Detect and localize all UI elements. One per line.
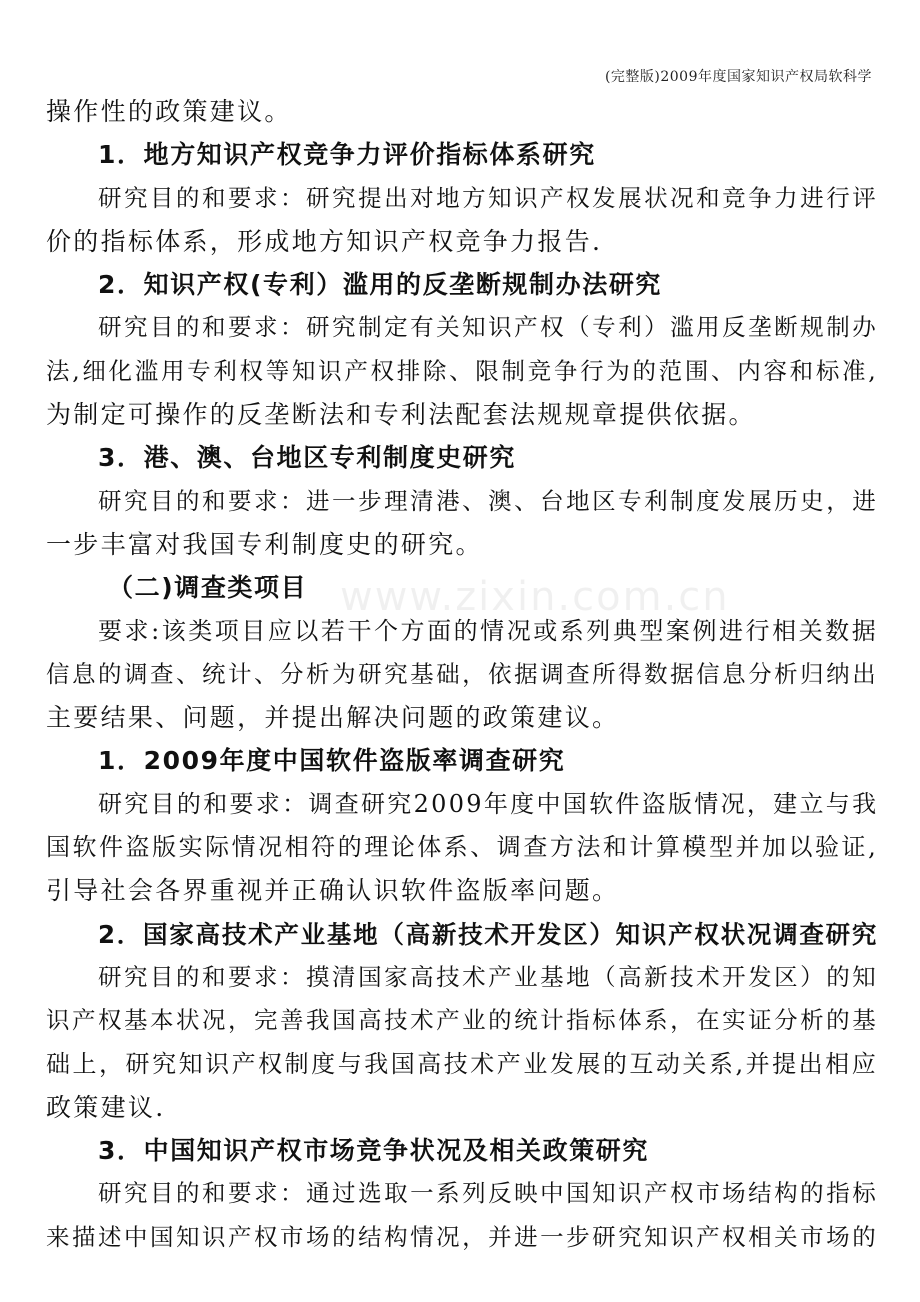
section-heading: 1．地方知识产权竞争力评价指标体系研究: [98, 140, 596, 170]
paragraph-line: 研究目的和要求：研究提出对地方知识产权发展状况和竞争力进行评: [98, 183, 878, 212]
paragraph-line: 要求:该类项目应以若干个方面的情况或系列典型案例进行相关数据: [98, 616, 878, 645]
paragraph-line: 法,细化滥用专利权等知识产权排除、限制竞争行为的范围、内容和标准,: [46, 356, 878, 385]
section-heading: 3．港、澳、台地区专利制度史研究: [98, 443, 516, 473]
paragraph-line: 研究目的和要求：通过选取一系列反映中国知识产权市场结构的指标: [98, 1179, 878, 1208]
paragraph-line: 政策建议.: [46, 1092, 166, 1122]
document-body: [46, 90, 878, 1259]
paragraph-line: 价的指标体系，形成地方知识产权竞争力报告.: [46, 226, 603, 256]
watermark: www.zixin.com.cn: [340, 574, 730, 620]
paragraph-line: 研究目的和要求：调查研究2009年度中国软件盗版情况，建立与我: [98, 789, 879, 818]
section-heading: 3．中国知识产权市场竞争状况及相关政策研究: [98, 1136, 649, 1166]
paragraph-line: 础上，研究知识产权制度与我国高技术产业发展的互动关系,并提出相应: [46, 1049, 878, 1078]
paragraph-line: 操作性的政策建议。: [46, 97, 292, 126]
paragraph-line: 研究目的和要求：进一步理清港、澳、台地区专利制度发展历史，进: [98, 486, 878, 515]
section-heading: 2．知识产权(专利）滥用的反垄断规制办法研究: [98, 270, 663, 300]
paragraph-line: 国软件盗版实际情况相符的理论体系、调查方法和计算模型并加以验证,: [46, 833, 878, 862]
paragraph-line: 来描述中国知识产权市场的结构情况，并进一步研究知识产权相关市场的: [46, 1222, 878, 1251]
paragraph-line: 一步丰富对我国专利制度史的研究。: [46, 529, 483, 559]
paragraph-line: 主要结果、问题，并提出解决问题的政策建议。: [46, 703, 620, 733]
paragraph-line: 引导社会各界重视并正确认识软件盗版率问题。: [46, 876, 620, 906]
paragraph-line: 为制定可操作的反垄断法和专利法配套法规规章提供依据。: [46, 400, 756, 430]
section-heading: 1．2009年度中国软件盗版率调查研究: [98, 746, 566, 776]
page-header: (完整版)2009年度国家知识产权局软科学: [604, 69, 872, 85]
paragraph-line: 识产权基本状况，完善我国高技术产业的统计指标体系，在实证分析的基: [46, 1006, 878, 1035]
category-heading: （二)调查类项目: [108, 573, 308, 603]
paragraph-line: 研究目的和要求：摸清国家高技术产业基地（高新技术开发区）的知: [98, 962, 878, 991]
paragraph-line: 研究目的和要求：研究制定有关知识产权（专利）滥用反垄断规制办: [98, 313, 878, 342]
section-heading: 2．国家高技术产业基地（高新技术开发区）知识产权状况调查研究: [98, 919, 878, 949]
paragraph-line: 信息的调查、统计、分析为研究基础，依据调查所得数据信息分析归纳出: [46, 659, 878, 688]
